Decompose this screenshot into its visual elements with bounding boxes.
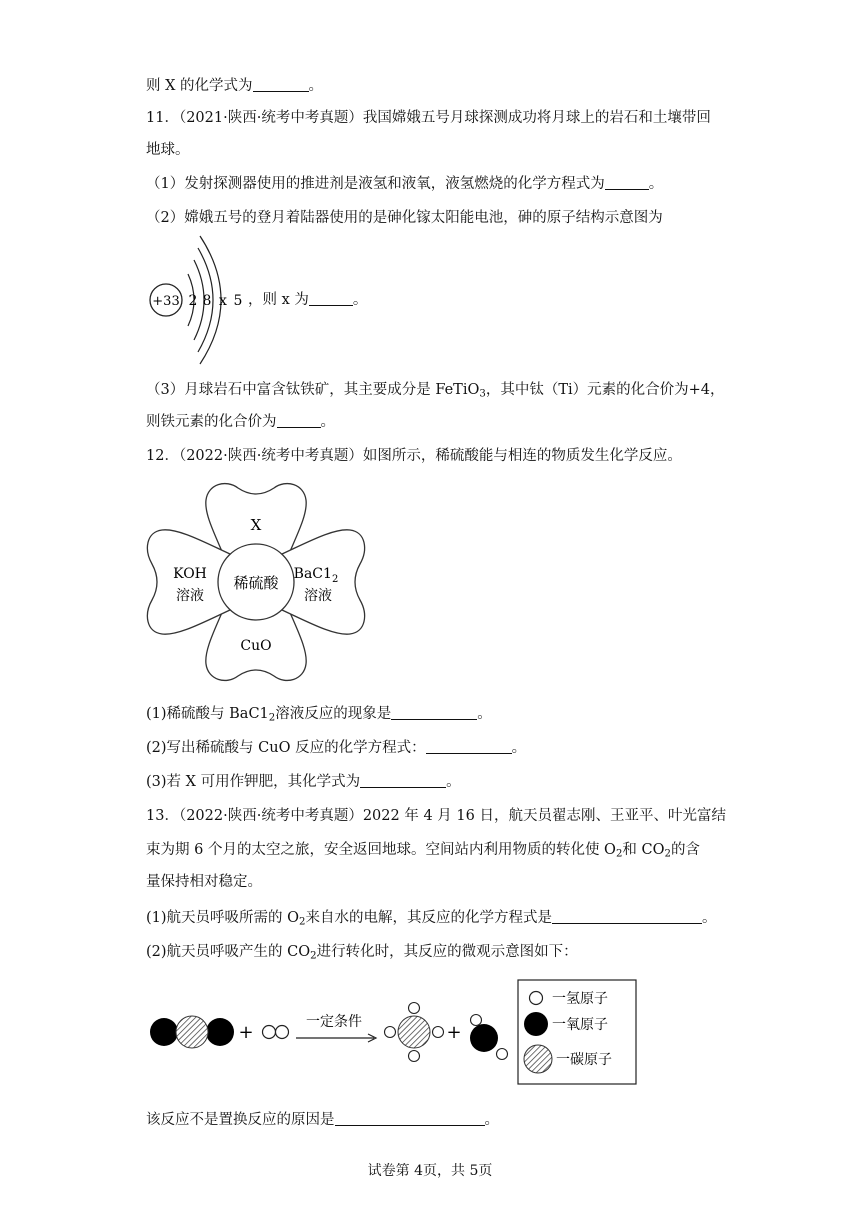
punct: 。 [352,292,368,308]
petal-left-label-2: 溶液 [176,588,204,604]
q13-sub3 [146,1110,499,1130]
q13-line2-end: 的含 [670,842,700,858]
ch4-molecule [385,1003,444,1062]
shell-count-3: x [219,293,227,309]
q11-part3-text: （3）月球岩石中富含钛铁矿，其主要成分是 FeTiO [146,382,480,398]
q11-title: 11．（2021·陕西·统考中考真题）我国嫦娥五号月球探测成功将月球上的岩石和土壤带回 [146,110,711,126]
q10-tail-line [146,76,323,96]
q11-part3b-text: 则铁元素的化合价为 [146,414,277,430]
oxygen-atom [206,1018,234,1046]
legend-oxygen-icon [524,1012,548,1036]
shell-count-1: 2 [188,293,198,309]
q11-atom-text: ，则 x 为 [248,292,309,308]
subscript: 2 [310,950,317,962]
q12-sub2-text: (2)写出稀硫酸与 CuO 反应的化学方程式： [146,740,426,756]
plus-sign: + [446,1022,462,1043]
punct: 。 [702,910,717,926]
oxygen-atom [470,1024,498,1052]
answer-blank[interactable] [309,291,353,306]
q12-sub1-text: (1)稀硫酸与 BaC1 [146,706,269,722]
punct: 。 [446,774,461,790]
q11-atom-question [248,290,367,310]
subscript: 2 [331,574,339,585]
plus-sign: + [238,1022,254,1043]
q13-sub2-text: (2)航天员呼吸产生的 CO [146,944,311,960]
shell-count-2: 8 [202,293,212,309]
hydrogen-atom [433,1027,444,1038]
flower-diagram [146,480,368,686]
petal-bottom-label: CuO [240,638,272,654]
hydrogen-atom [409,1051,420,1062]
q11-part3-rest: ，其中钛（Ti）元素的化合价为+4， [485,382,725,398]
q13-line3: 量保持相对稳定。 [146,874,262,890]
q13-sub3-text: 该反应不是置换反应的原因是 [146,1112,335,1128]
q11-part3-cont [146,412,335,432]
nucleus-charge: +33 [152,294,180,309]
legend-oxygen-label: 一氧原子 [552,1017,608,1033]
q13-line2-mid: 和 CO [622,842,665,858]
q12-sub3-text: (3)若 X 可用作钾肥，其化学式为 [146,774,361,790]
q11-part2: （2）嫦娥五号的登月着陆器使用的是砷化镓太阳能电池，砷的原子结构示意图为 [146,210,663,226]
answer-blank[interactable] [552,909,702,924]
carbon-atom [176,1016,208,1048]
q13-line2 [146,840,700,865]
subscript: 2 [268,712,276,724]
subscript: 3 [479,388,486,400]
answer-blank[interactable] [360,773,446,788]
hydrogen-atom [385,1027,396,1038]
legend-carbon-label: 一碳原子 [556,1052,612,1068]
q12-sub1 [146,704,492,729]
q11-part3 [146,380,725,405]
h2o-molecule [470,1015,508,1060]
subscript: 2 [615,848,623,860]
answer-blank[interactable] [335,1111,485,1126]
punct: 。 [477,706,492,722]
punct: 。 [648,176,664,192]
hydrogen-atom [276,1026,289,1039]
q11-part1 [146,174,663,194]
arsenic-atom-diagram [146,234,256,366]
answer-blank[interactable] [391,705,477,720]
hydrogen-atom [263,1026,276,1039]
q13-sub1-text: (1)航天员呼吸所需的 O [146,910,300,926]
reaction-diagram [146,976,646,1088]
petal-right-formula: BaC1 [293,566,332,582]
hydrogen-atom [497,1049,508,1060]
answer-blank[interactable] [605,175,649,190]
q12-sub2 [146,738,526,758]
legend-hydrogen-icon [530,992,543,1005]
q13-title: 13．（2022·陕西·统考中考真题）2022 年 4 月 16 日，航天员翟志刚、王亚平、叶光富结 [146,808,726,824]
q13-line2-text: 束为期 6 个月的太空之旅，安全返回地球。空间站内利用物质的转化使 O [146,842,616,858]
oxygen-atom [150,1018,178,1046]
q11-part1-text: （1）发射探测器使用的推进剂是液氢和液氧，液氢燃烧的化学方程式为 [146,176,605,192]
q12-title: 12．（2022·陕西·统考中考真题）如图所示，稀硫酸能与相连的物质发生化学反应。 [146,448,682,464]
legend-carbon-icon [524,1045,552,1073]
shell-count-4: 5 [233,293,243,309]
q13-sub2-rest: 进行转化时，其反应的微观示意图如下： [316,944,578,960]
reaction-condition: 一定条件 [306,1014,362,1030]
subscript: 2 [664,848,671,860]
hydrogen-atom [409,1003,420,1014]
answer-blank[interactable] [426,739,512,754]
legend-hydrogen-label: 一氢原子 [552,991,608,1007]
petal-left-label-1: KOH [173,566,207,582]
q13-sub1 [146,908,717,933]
h2-molecule [263,1026,289,1039]
q10-text: 则 X 的化学式为 [146,78,253,94]
q12-sub3 [146,772,461,792]
petal-top-label: X [250,516,262,534]
punct: 。 [511,740,527,756]
hydrogen-atom [471,1015,482,1026]
punct: 。 [320,414,335,430]
q13-sub1-rest: 来自水的电解，其反应的化学方程式是 [305,910,552,926]
petal-right-label-2: 溶液 [304,588,332,604]
center-label: 稀硫酸 [233,574,279,592]
q11-title-cont: 地球。 [146,142,190,158]
answer-blank[interactable] [253,77,309,92]
q12-sub1-rest: 溶液反应的现象是 [275,706,392,722]
punct: 。 [308,78,324,94]
answer-blank[interactable] [277,413,321,428]
q13-sub2 [146,942,578,967]
page-footer: 试卷第 4页，共 5页 [367,1163,493,1179]
punct: 。 [484,1112,499,1128]
carbon-atom [398,1016,430,1048]
subscript: 2 [299,916,306,928]
co2-molecule [150,1016,234,1048]
